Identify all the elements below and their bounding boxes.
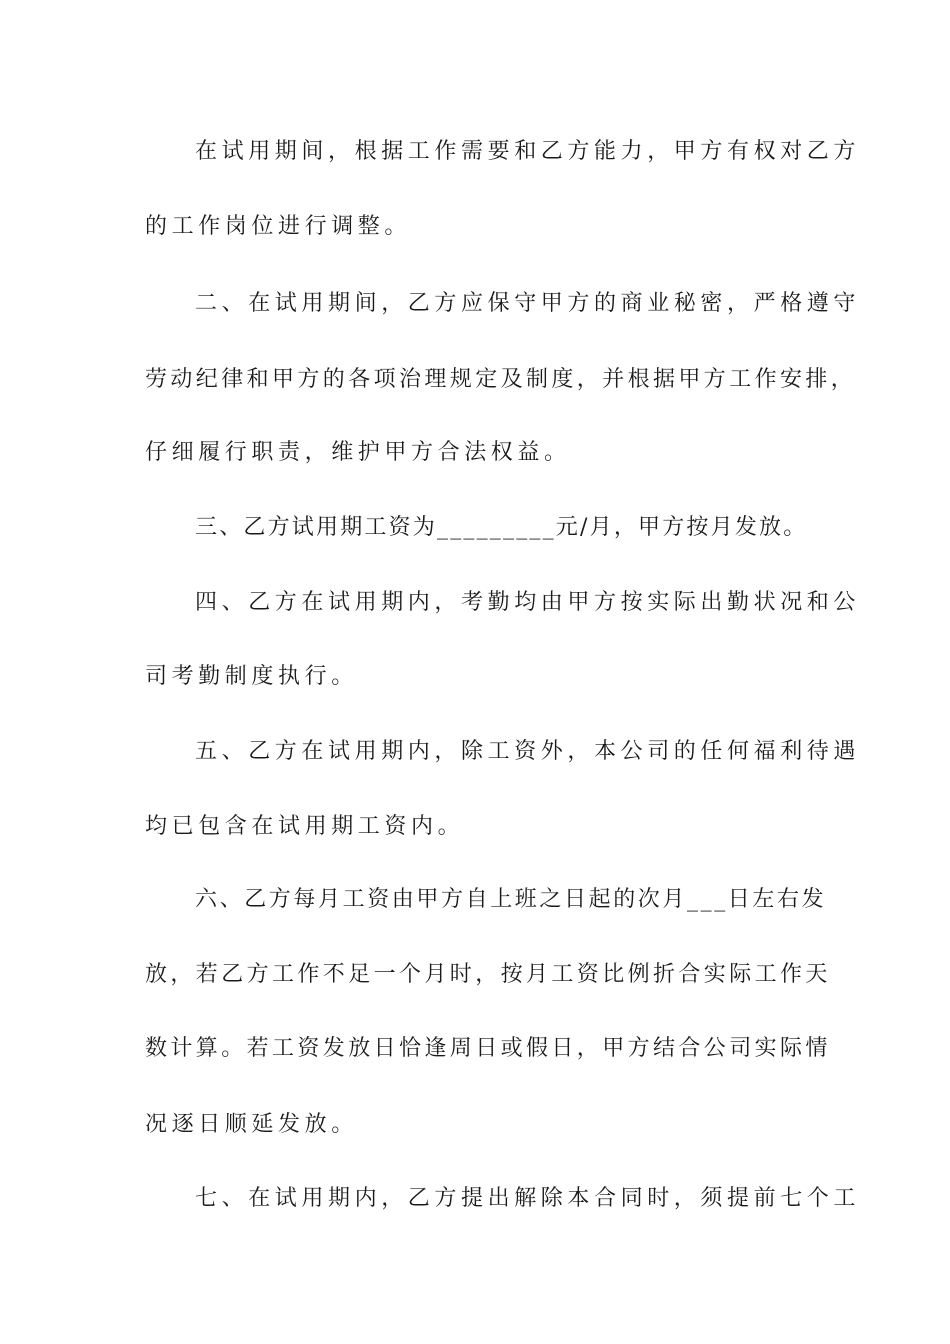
paragraph-line: 二、在试用期间，乙方应保守甲方的商业秘密，严格遵守 <box>195 291 861 316</box>
paragraph-line: 况逐日顺延发放。 <box>145 1112 358 1137</box>
paragraph-line: 七、在试用期内，乙方提出解除本合同时，须提前七个工 <box>195 1186 861 1211</box>
paragraph-line: 在试用期间，根据工作需要和乙方能力，甲方有权对乙方 <box>195 139 861 164</box>
paragraph-line: 五、乙方在试用期内，除工资外，本公司的任何福利待遇 <box>195 739 861 764</box>
paragraph-line: 三、乙方试用期工资为_________元/月，甲方按月发放。 <box>195 515 808 540</box>
paragraph-line: 司考勤制度执行。 <box>145 664 358 689</box>
paragraph-line: 均已包含在试用期工资内。 <box>145 814 465 839</box>
paragraph-line: 六、乙方每月工资由甲方自上班之日起的次月___日左右发 <box>195 887 827 912</box>
paragraph-line: 数计算。若工资发放日恰逢周日或假日，甲方结合公司实际情 <box>145 1036 831 1061</box>
paragraph-line: 放，若乙方工作不足一个月时，按月工资比例折合实际工作天 <box>145 962 831 987</box>
paragraph-line: 四、乙方在试用期内，考勤均由甲方按实际出勤状况和公 <box>195 590 861 615</box>
paragraph-line: 仔细履行职责，维护甲方合法权益。 <box>145 440 571 465</box>
paragraph-line: 的工作岗位进行调整。 <box>145 214 412 239</box>
paragraph-line: 劳动纪律和甲方的各项治理规定及制度，并根据甲方工作安排， <box>145 367 857 392</box>
